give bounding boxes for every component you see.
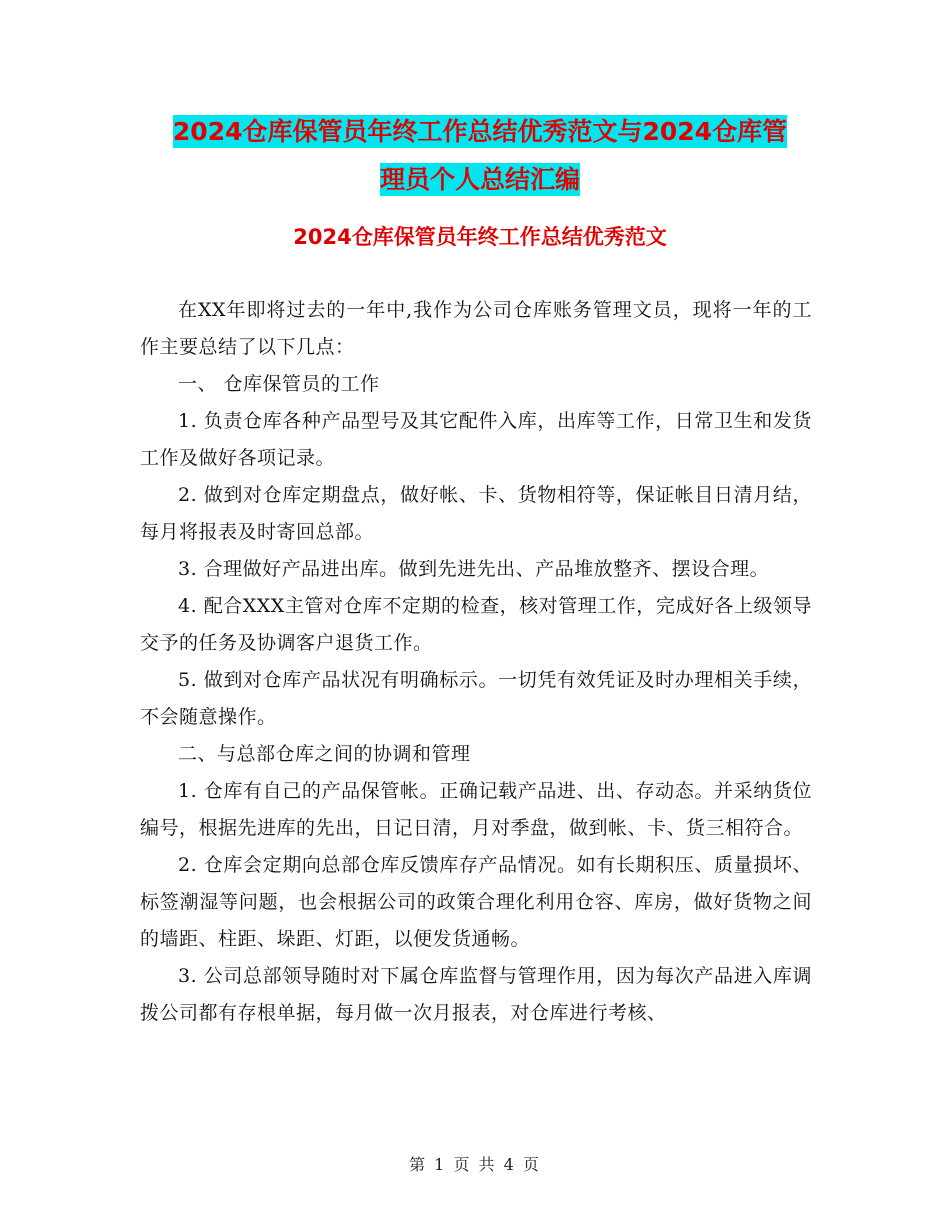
section-title: 2024仓库保管员年终工作总结优秀范文 (293, 225, 667, 249)
document-body (140, 292, 812, 1032)
document-title-line2: 理员个人总结汇编 (379, 165, 580, 194)
paragraph-2-2: 2. 仓库会定期向总部仓库反馈库存产品情况。如有长期积压、质量损坏、标签潮湿等问题，也会根据公司的政策合理化利用仓容、库房，做好货物之间的墙距、柱距、垛距、灯距，以便发货通畅。 (140, 854, 812, 950)
paragraph-1-2: 2. 做到对仓库定期盘点，做好帐、卡、货物相符等，保证帐目日清月结，每月将报表及时寄回总部。 (140, 484, 812, 543)
paragraph-1-4: 4. 配合XXX主管对仓库不定期的检查，核对管理工作，完成好各上级领导交予的任务及协调客户退货工作。 (140, 595, 812, 654)
paragraph-1-5: 5. 做到对仓库产品状况有明确标示。一切凭有效凭证及时办理相关手续，不会随意操作。 (140, 669, 812, 728)
page-footer: 第 1 页 共 4 页 (409, 1155, 541, 1174)
paragraph-1-3: 3. 合理做好产品进出库。做到先进先出、产品堆放整齐、摆设合理。 (178, 558, 770, 580)
document-title (140, 108, 820, 204)
paragraph-heading-2: 二、与总部仓库之间的协调和管理 (178, 743, 471, 765)
paragraph-heading-1: 一、 仓库保管员的工作 (178, 373, 380, 395)
paragraph-1-1: 1. 负责仓库各种产品型号及其它配件入库，出库等工作，日常卫生和发货工作及做好各项记录。 (140, 410, 812, 469)
paragraph-intro: 在XX年即将过去的一年中,我作为公司仓库账务管理文员，现将一年的工作主要总结了以下几点： (140, 299, 812, 358)
paragraph-2-1: 1. 仓库有自己的产品保管帐。正确记载产品进、出、存动态。并采纳货位编号，根据先进库的先出，日记日清，月对季盘，做到帐、卡、货三相符合。 (140, 780, 812, 839)
paragraph-2-3: 3. 公司总部领导随时对下属仓库监督与管理作用，因为每次产品进入库调拨公司都有存根单据，每月做一次月报表，对仓库进行考核、 (140, 965, 812, 1024)
document-title-line1: 2024仓库保管员年终工作总结优秀范文与2024仓库管 (172, 117, 788, 146)
